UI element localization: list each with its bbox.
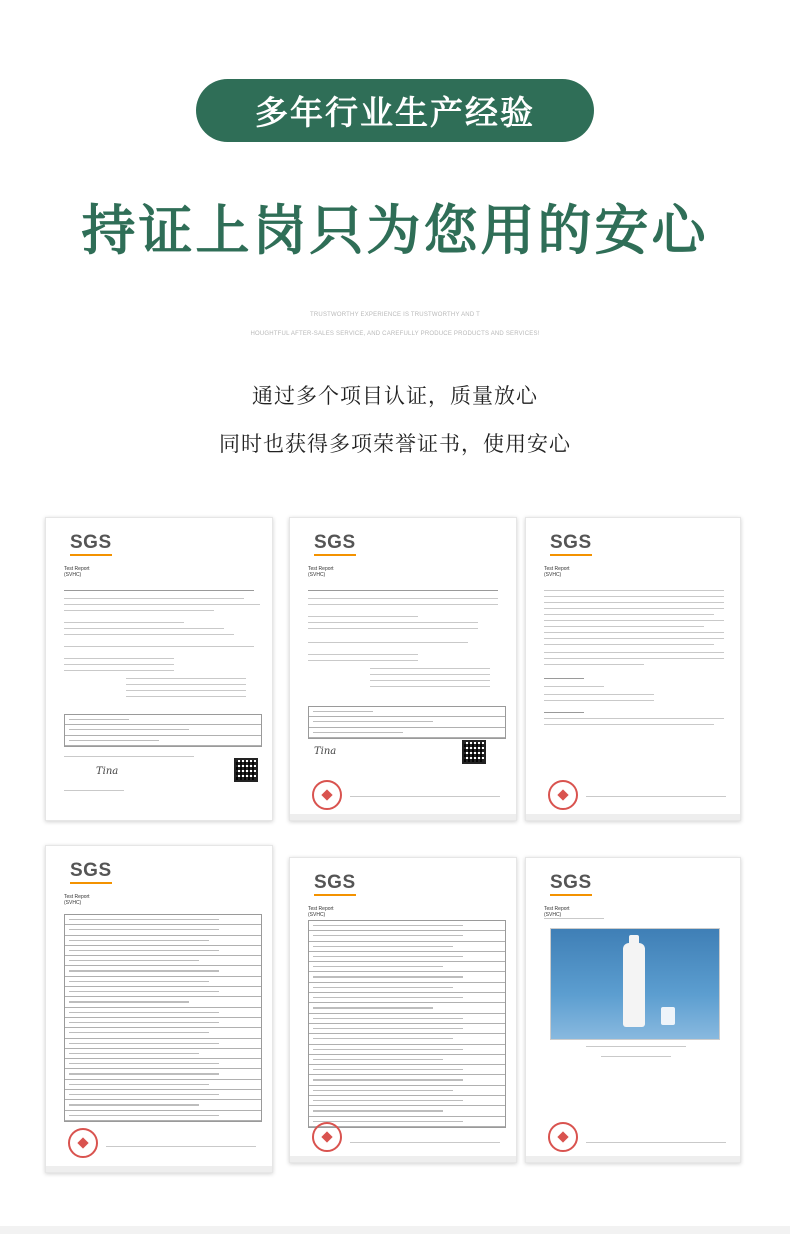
seal-stamp bbox=[312, 780, 342, 810]
certificate-1 bbox=[45, 517, 273, 821]
body-line-2: 同时也获得多项荣誉证书，使用安心 bbox=[219, 432, 571, 456]
report-heading: Test Report (SVHC) bbox=[308, 906, 334, 918]
banner-label: 多年行业生产经验 bbox=[255, 93, 535, 132]
report-heading: Test Report (SVHC) bbox=[544, 906, 570, 918]
certificate-3 bbox=[525, 517, 741, 821]
sgs-logo-bar bbox=[314, 894, 356, 896]
sgs-logo: SGS bbox=[550, 872, 592, 893]
certificate-6 bbox=[525, 857, 741, 1163]
qr-code bbox=[234, 758, 258, 782]
sample-cup bbox=[661, 1007, 675, 1025]
sample-photo bbox=[550, 928, 720, 1040]
banner-pill bbox=[196, 79, 594, 142]
headline: 持证上岗只为您用的安心 bbox=[81, 199, 709, 262]
signature: Tina bbox=[314, 746, 337, 757]
qr-code bbox=[462, 740, 486, 764]
seal-stamp bbox=[548, 780, 578, 810]
seal-stamp bbox=[548, 1122, 578, 1152]
seal-stamp bbox=[312, 1122, 342, 1152]
sgs-logo: SGS bbox=[70, 532, 112, 553]
seal-stamp bbox=[68, 1128, 98, 1158]
sgs-logo-bar bbox=[70, 554, 112, 556]
sgs-logo: SGS bbox=[550, 532, 592, 553]
report-heading: Test Report (SVHC) bbox=[308, 566, 334, 578]
sgs-logo: SGS bbox=[70, 860, 112, 881]
bottom-strip bbox=[0, 1226, 790, 1234]
report-heading: Test Report (SVHC) bbox=[64, 894, 90, 906]
sgs-logo-bar bbox=[314, 554, 356, 556]
sgs-logo: SGS bbox=[314, 872, 356, 893]
body-line-1: 通过多个项目认证，质量放心 bbox=[252, 384, 538, 408]
sgs-logo-bar bbox=[550, 894, 592, 896]
certificate-2 bbox=[289, 517, 517, 821]
certificate-5 bbox=[289, 857, 517, 1163]
sgs-logo-bar bbox=[550, 554, 592, 556]
report-heading: Test Report (SVHC) bbox=[544, 566, 570, 578]
sgs-logo: SGS bbox=[314, 532, 356, 553]
signature: Tina bbox=[96, 766, 119, 777]
report-heading: Test Report (SVHC) bbox=[64, 566, 90, 578]
tagline-line-2: HOUGHTFUL AFTER-SALES SERVICE, AND CAREFULLY PRODUCE PRODUCTS AND SERVICES! bbox=[250, 331, 540, 337]
certificate-4 bbox=[45, 845, 273, 1173]
sgs-logo-bar bbox=[70, 882, 112, 884]
bottle bbox=[623, 943, 645, 1027]
tagline-line-1: TRUSTWORTHY EXPERIENCE IS TRUSTWORTHY AND T bbox=[310, 312, 480, 318]
